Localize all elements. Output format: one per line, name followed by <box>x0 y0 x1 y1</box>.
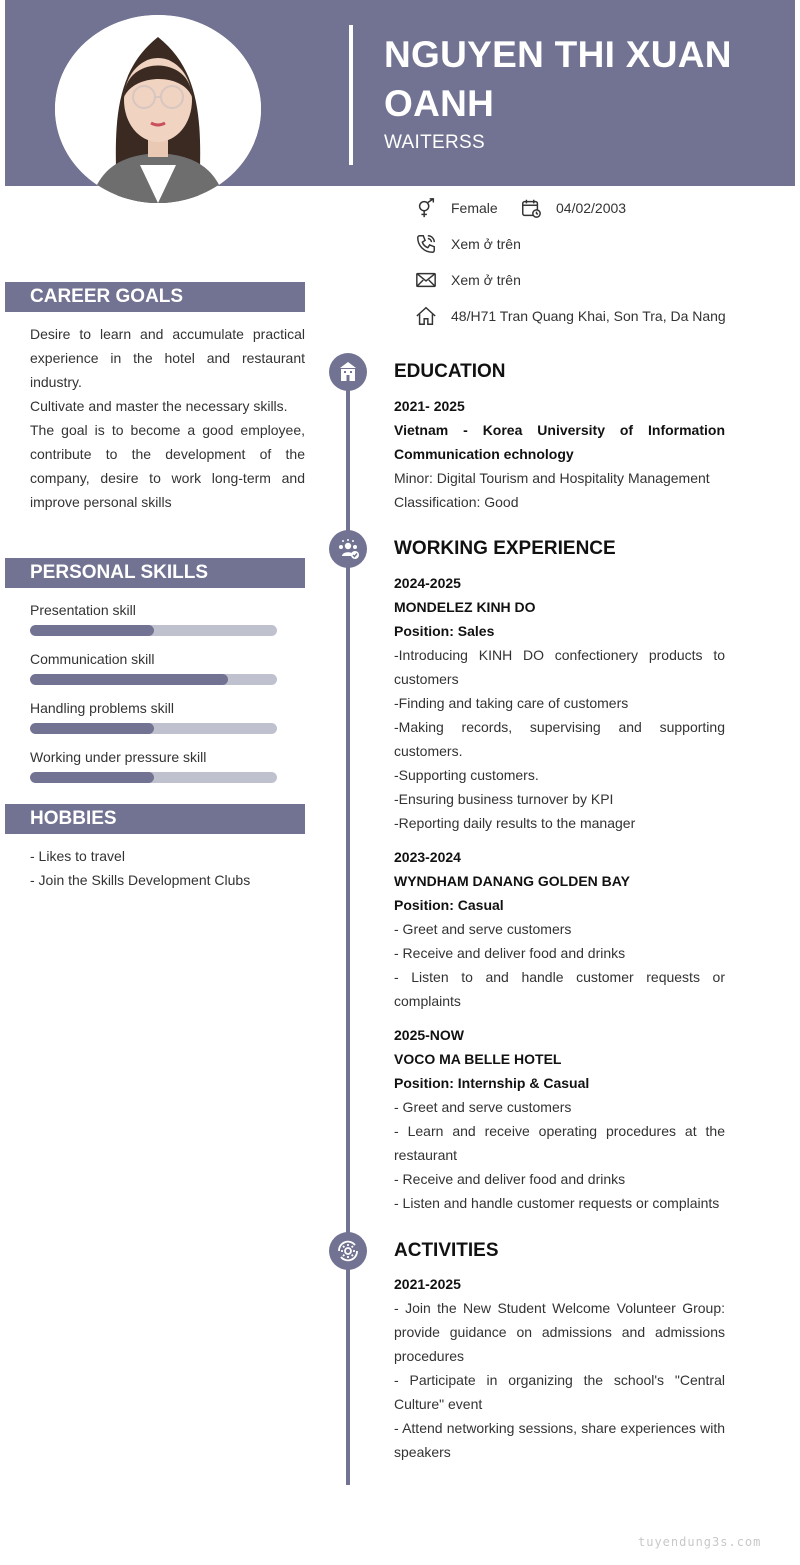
career-goals-text <box>30 322 305 514</box>
education-body <box>394 394 725 514</box>
activity-item: - Attend networking sessions, share experiences with speakers <box>394 1420 725 1460</box>
phone-value: Xem ở trên <box>451 236 521 252</box>
job-duty: - Listen to and handle customer requests or complaints <box>394 969 725 1009</box>
activity-item: - Participate in organizing the school's "Central Culture" event <box>394 1372 725 1412</box>
job-period: 2023-2024 <box>394 849 461 865</box>
activities-body <box>394 1272 725 1464</box>
skill-label: Presentation skill <box>30 602 136 618</box>
job-company: VOCO MA BELLE HOTEL <box>394 1051 562 1067</box>
job-company: MONDELEZ KINH DO <box>394 599 536 615</box>
job-duty: - Receive and deliver food and drinks <box>394 1171 626 1187</box>
birthday-row <box>520 197 626 219</box>
experience-body <box>394 571 725 1215</box>
gender-row <box>415 197 498 219</box>
hobbies-list <box>30 844 305 892</box>
education-period: 2021- 2025 <box>394 398 465 414</box>
activities-title: ACTIVITIES <box>394 1240 499 1261</box>
calendar-icon <box>520 197 542 219</box>
job-duty: -Ensuring business turnover by KPI <box>394 791 614 807</box>
gender-icon <box>415 197 437 219</box>
job-title: WAITERSS <box>384 132 485 153</box>
experience-title: WORKING EXPERIENCE <box>394 538 616 559</box>
header-divider <box>349 25 353 165</box>
job-period: 2024-2025 <box>394 575 461 591</box>
career-goal-paragraph: Desire to learn and accumulate practical experience in the hotel and restaurant industry. <box>30 326 305 390</box>
skill-label: Working under pressure skill <box>30 749 207 765</box>
home-icon <box>415 305 437 327</box>
phone-row <box>415 233 521 255</box>
job-duty: -Finding and taking care of customers <box>394 695 629 711</box>
skill-bar <box>30 625 277 636</box>
watermark: tuyendung3s.com <box>638 1535 762 1549</box>
education-title: EDUCATION <box>394 361 506 382</box>
personal-skills-header: PERSONAL SKILLS <box>5 558 305 588</box>
career-goal-paragraph: Cultivate and master the necessary skills. <box>30 398 288 414</box>
job-duty: - Greet and serve customers <box>394 1099 572 1115</box>
skill-bar-fill <box>30 723 154 734</box>
team-check-icon <box>336 537 360 561</box>
experience-badge <box>329 530 367 568</box>
skill-bar-fill <box>30 772 154 783</box>
hobby-item: - Join the Skills Development Clubs <box>30 872 251 888</box>
skill-label: Communication skill <box>30 651 155 667</box>
education-school: Vietnam - Korea University of Information Communication echnology <box>394 422 725 462</box>
skill-bar <box>30 674 277 685</box>
job-duty: - Listen and handle customer requests or complaints <box>394 1195 720 1211</box>
education-badge <box>329 353 367 391</box>
phone-icon <box>415 233 437 255</box>
career-goals-header: CAREER GOALS <box>5 282 305 312</box>
birthday-value: 04/02/2003 <box>556 200 627 216</box>
mail-icon <box>415 269 437 291</box>
activity-item: - Join the New Student Welcome Volunteer Group: provide guidance on admissions and admissions procedures <box>394 1300 725 1364</box>
job-duty: -Introducing KINH DO confectionery products to customers <box>394 647 725 687</box>
skill-bar <box>30 723 277 734</box>
school-building-icon <box>336 360 360 384</box>
job-position: Position: Internship & Casual <box>394 1075 590 1091</box>
email-value: Xem ở trên <box>451 272 521 288</box>
email-row <box>415 269 521 291</box>
job-company: WYNDHAM DANANG GOLDEN BAY <box>394 873 630 889</box>
job-position: Position: Casual <box>394 897 504 913</box>
job-position: Position: Sales <box>394 623 495 639</box>
skill-bar <box>30 772 277 783</box>
job-period: 2025-NOW <box>394 1027 465 1043</box>
activities-badge <box>329 1232 367 1270</box>
hobby-item: - Likes to travel <box>30 848 125 864</box>
skill-bar-fill <box>30 625 154 636</box>
job-duty: - Receive and deliver food and drinks <box>394 945 626 961</box>
address-value: 48/H71 Tran Quang Khai, Son Tra, Da Nang <box>451 308 726 324</box>
candidate-name: NGUYEN THI XUAN OANH <box>384 34 732 124</box>
skill-bar-fill <box>30 674 228 685</box>
education-classification: Classification: Good <box>394 494 519 510</box>
skill-label: Handling problems skill <box>30 700 174 716</box>
activities-period: 2021-2025 <box>394 1276 461 1292</box>
job-duty: -Supporting customers. <box>394 767 539 783</box>
job-duty: -Reporting daily results to the manager <box>394 815 636 831</box>
education-minor: Minor: Digital Tourism and Hospitality Management <box>394 470 710 486</box>
gear-cycle-icon <box>336 1239 360 1263</box>
job-duty: -Making records, supervising and supporting customers. <box>394 719 725 759</box>
career-goal-paragraph: The goal is to become a good employee, contribute to the development of the company, desire to work long-term and improve personal skills <box>30 422 305 510</box>
hobbies-header: HOBBIES <box>5 804 305 834</box>
profile-photo <box>55 15 261 203</box>
job-duty: - Learn and receive operating procedures at the restaurant <box>394 1123 725 1163</box>
job-duty: - Greet and serve customers <box>394 921 572 937</box>
gender-value: Female <box>451 200 498 216</box>
address-row <box>415 305 726 327</box>
